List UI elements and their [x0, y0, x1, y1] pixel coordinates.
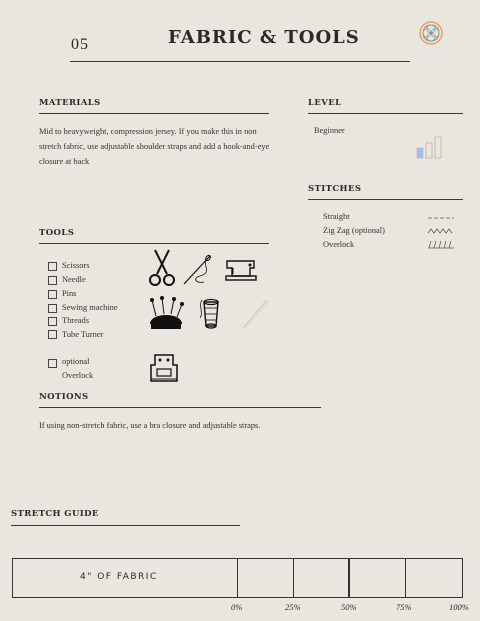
stitch-item-overlock: Overlock	[323, 240, 355, 249]
thread-spool-icon	[196, 296, 226, 332]
stretch-guide-divider	[11, 525, 240, 526]
materials-divider	[39, 113, 269, 114]
needle-checkbox[interactable]	[48, 276, 57, 285]
notions-heading: NOTIONS	[39, 392, 89, 402]
level-value: Beginner	[314, 126, 345, 135]
header-divider	[70, 61, 410, 62]
stretch-guide-heading: STRETCH GUIDE	[11, 509, 99, 519]
tube-turner-checkbox[interactable]	[48, 330, 57, 339]
tool-item-overlock: Overlock	[62, 371, 94, 380]
mandala-logo-icon	[418, 20, 444, 46]
overlock-stitch-icon	[427, 240, 455, 249]
tool-item-needle: Needle	[62, 275, 86, 284]
stretch-percent-75: 75%	[396, 602, 412, 612]
tool-item-scissors: Scissors	[62, 261, 90, 270]
scissors-icon	[147, 248, 177, 288]
level-bars-icon	[416, 135, 444, 159]
tool-item-pins: Pins	[62, 289, 77, 298]
materials-line: stretch fabric, use adjustable shoulder straps and add a hook-and-eye	[39, 142, 270, 151]
stretch-percent-0: 0%	[231, 602, 243, 612]
tube-turner-icon	[240, 298, 270, 330]
stitches-heading: STITCHES	[308, 184, 362, 194]
pincushion-icon	[146, 296, 186, 332]
stretch-marker-75	[405, 558, 406, 598]
stitches-divider	[308, 199, 463, 200]
overlock-machine-icon	[147, 351, 181, 385]
zigzag-stitch-icon	[427, 227, 455, 235]
needle-thread-icon	[180, 250, 216, 288]
stitch-item-straight: Straight	[323, 212, 350, 221]
pins-checkbox[interactable]	[48, 290, 57, 299]
page-title: FABRIC & TOOLS	[168, 27, 360, 48]
page-number: 05	[71, 36, 89, 53]
level-heading: LEVEL	[308, 98, 342, 108]
tool-optional-label: optional	[62, 357, 90, 366]
sewing-machine-icon	[224, 256, 258, 282]
sewing-machine-checkbox[interactable]	[48, 304, 57, 313]
stretch-percent-50: 50%	[341, 602, 357, 612]
notions-divider	[39, 407, 321, 408]
overlock-checkbox[interactable]	[48, 359, 57, 368]
tool-item-tube-turner: Tube Turner	[62, 330, 104, 339]
level-divider	[308, 113, 463, 114]
stretch-percent-25: 25%	[285, 602, 301, 612]
threads-checkbox[interactable]	[48, 317, 57, 326]
tools-heading: TOOLS	[39, 228, 75, 238]
scissors-checkbox[interactable]	[48, 262, 57, 271]
notions-text: If using non-stretch fabric, use a bra closure and adjustable straps.	[39, 421, 261, 430]
stretch-marker-50	[348, 558, 350, 598]
tools-divider	[39, 243, 269, 244]
materials-line: closure at back	[39, 157, 90, 166]
straight-stitch-icon	[427, 214, 455, 222]
materials-heading: MATERIALS	[39, 98, 101, 108]
stretch-marker-25	[293, 558, 294, 598]
stitch-item-zigzag: Zig Zag (optional)	[323, 226, 385, 235]
materials-line: Mid to heavyweight, compression jersey. If you make this in non	[39, 127, 257, 136]
stretch-percent-100: 100%	[449, 602, 469, 612]
stretch-marker-0	[237, 558, 238, 598]
tool-item-sewing-machine: Sewing machine	[62, 303, 118, 312]
materials-text	[39, 124, 299, 169]
tool-item-threads: Threads	[62, 316, 89, 325]
fabric-length-label: 4" OF FABRIC	[80, 572, 158, 582]
